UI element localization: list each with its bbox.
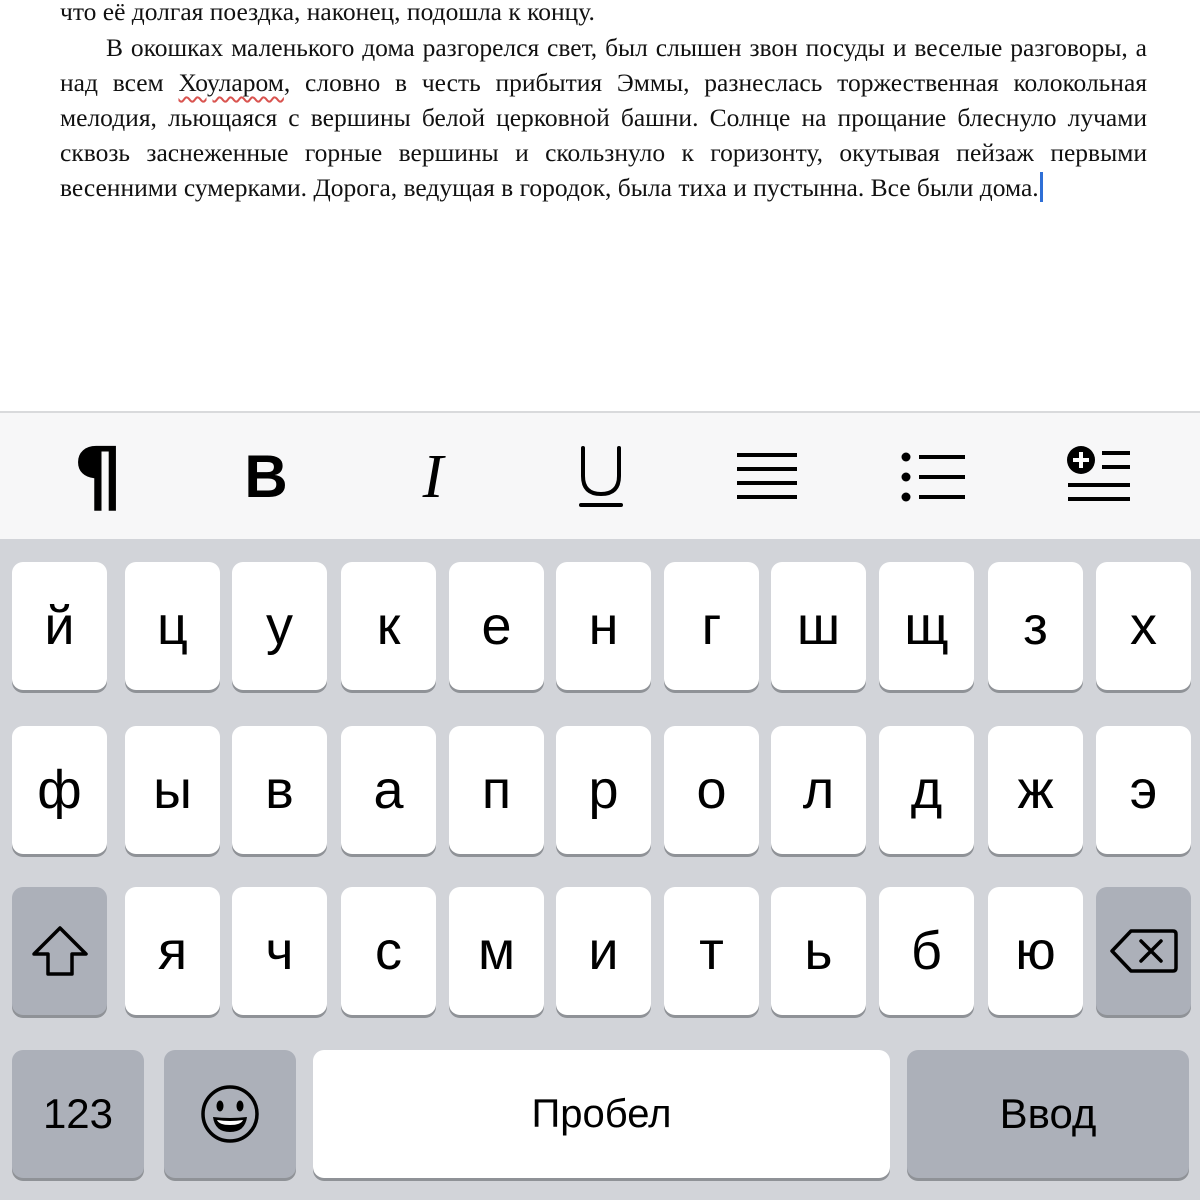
underline-icon xyxy=(571,442,631,512)
key-letter[interactable]: ч xyxy=(232,887,327,1015)
key-letter[interactable]: д xyxy=(879,726,974,854)
paragraph-text-start: В окошках маленького дома разгорелся свет, был слышен звон посуды и веселые разговоры, а над всем xyxy=(60,33,1147,97)
key-letter[interactable]: с xyxy=(341,887,436,1015)
document-paragraph[interactable] xyxy=(60,30,1147,205)
align-justify-button[interactable] xyxy=(722,437,812,517)
key-letter[interactable]: ф xyxy=(12,726,107,854)
key-letter[interactable]: у xyxy=(232,562,327,690)
key-letter[interactable]: ш xyxy=(771,562,866,690)
key-letter[interactable]: б xyxy=(879,887,974,1015)
italic-icon: I xyxy=(422,443,444,511)
bold-button[interactable] xyxy=(221,437,311,517)
bullet-list-icon xyxy=(901,449,967,505)
document-area[interactable] xyxy=(0,0,1200,412)
keyboard xyxy=(0,539,1200,1200)
document-line-top: что её долгая поездка, наконец, подошла к концу. xyxy=(60,0,595,26)
key-letter[interactable]: ю xyxy=(988,887,1083,1015)
key-letter[interactable]: р xyxy=(556,726,651,854)
paragraph-text-end: , словно в честь прибытия Эммы, разнеслась торжественная колокольная мелодия, льющаяся с вершины белой церковной башни. Солнце на прощание блеснуло лучами сквозь заснеженные горные вершины и скользнуло к горизонту, окутывая пейзаж первыми весенними сумерками. Дорога, ведущая в городок, была тиха и пустынна. Все были дома. xyxy=(60,68,1147,202)
backspace-icon xyxy=(1109,928,1179,974)
key-letter[interactable]: ц xyxy=(125,562,220,690)
key-letter[interactable]: г xyxy=(664,562,759,690)
key-letter[interactable]: а xyxy=(341,726,436,854)
numbers-key[interactable]: 123 xyxy=(12,1050,144,1178)
key-letter[interactable]: х xyxy=(1096,562,1191,690)
key-letter[interactable]: о xyxy=(664,726,759,854)
text-caret xyxy=(1040,172,1043,202)
key-letter[interactable]: э xyxy=(1096,726,1191,854)
underline-button[interactable] xyxy=(556,437,646,517)
key-letter[interactable]: ы xyxy=(125,726,220,854)
key-letter[interactable]: ь xyxy=(771,887,866,1015)
space-key[interactable]: Пробел xyxy=(313,1050,890,1178)
key-letter[interactable]: я xyxy=(125,887,220,1015)
key-letter[interactable]: л xyxy=(771,726,866,854)
key-letter[interactable]: т xyxy=(664,887,759,1015)
italic-button[interactable] xyxy=(388,437,478,517)
paragraph-button[interactable] xyxy=(53,432,143,522)
key-letter[interactable]: е xyxy=(449,562,544,690)
insert-icon xyxy=(1066,445,1132,509)
key-letter[interactable]: й xyxy=(12,562,107,690)
key-letter[interactable]: к xyxy=(341,562,436,690)
shift-icon xyxy=(30,924,90,978)
insert-button[interactable] xyxy=(1054,437,1144,517)
key-letter[interactable]: в xyxy=(232,726,327,854)
key-letter[interactable]: щ xyxy=(879,562,974,690)
align-justify-icon xyxy=(735,449,799,505)
format-toolbar xyxy=(0,411,1200,539)
return-key[interactable]: Ввод xyxy=(907,1050,1189,1178)
key-letter[interactable]: з xyxy=(988,562,1083,690)
key-letter[interactable]: ж xyxy=(988,726,1083,854)
key-letter[interactable]: н xyxy=(556,562,651,690)
bullet-list-button[interactable] xyxy=(889,437,979,517)
emoji-key[interactable] xyxy=(164,1050,296,1178)
key-letter[interactable]: п xyxy=(449,726,544,854)
shift-key[interactable] xyxy=(12,887,107,1015)
emoji-icon xyxy=(199,1083,261,1145)
misspelled-word[interactable]: Хоуларом xyxy=(178,68,284,97)
bold-icon: B xyxy=(244,443,288,510)
key-letter[interactable]: и xyxy=(556,887,651,1015)
key-letter[interactable]: м xyxy=(449,887,544,1015)
backspace-key[interactable] xyxy=(1096,887,1191,1015)
pilcrow-icon: ¶ xyxy=(73,432,123,522)
